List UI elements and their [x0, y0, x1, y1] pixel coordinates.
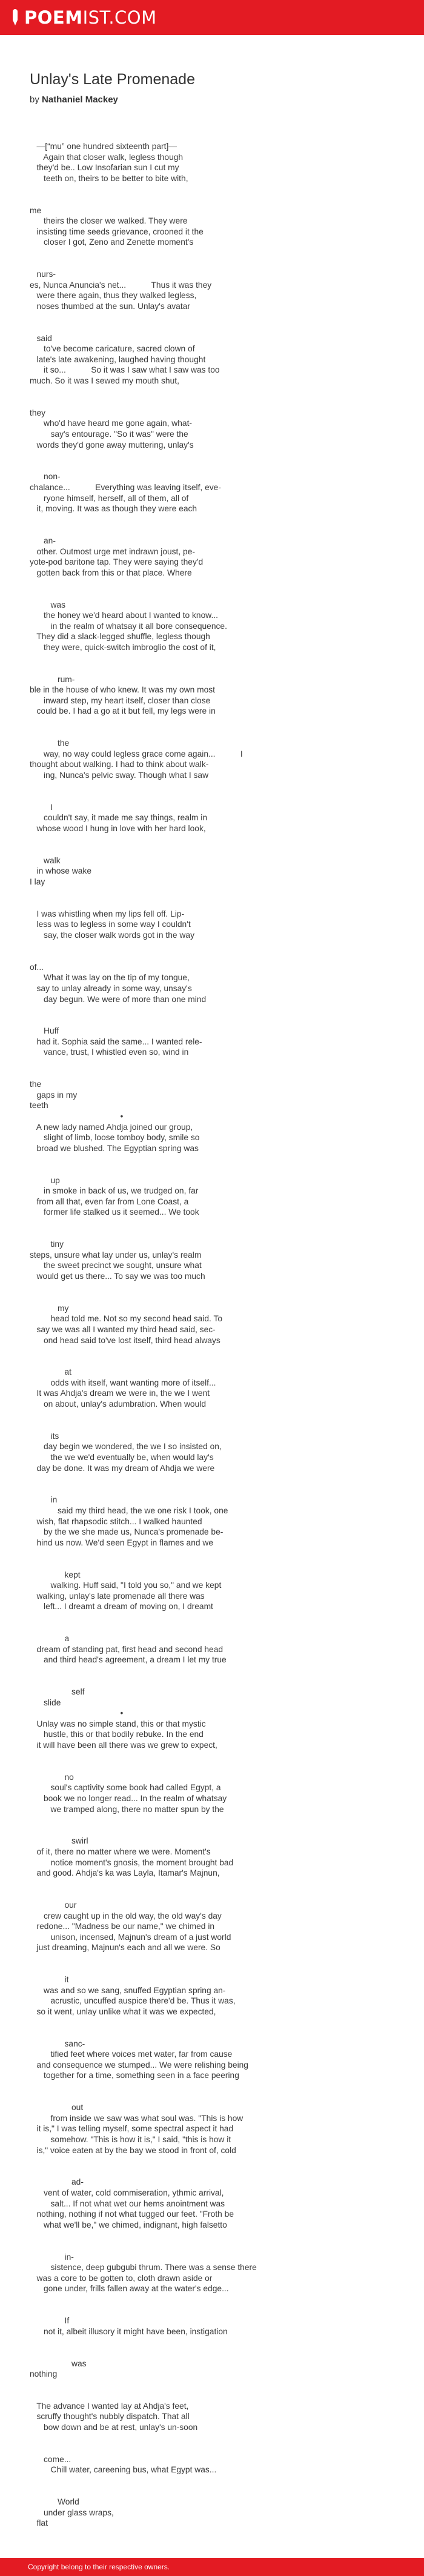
poem-line: A new lady named Ahdja joined our group, [30, 1122, 193, 1132]
poem-line: gotten back from this or that place. Where [30, 568, 192, 577]
poem-line: left... I dreamt a dream of moving on, I dreamt [30, 1602, 213, 1612]
poem-line: nothing, nothing if not what tugged our feet. "Froth be [30, 2209, 234, 2219]
poem-line [30, 1953, 394, 1964]
poem-line [30, 1559, 394, 1570]
poem-line: closer I got, Zeno and Zenette moment's [30, 237, 194, 247]
poem-line: say we was all I wanted my third head said, sec- [30, 1324, 216, 1334]
poem-line [30, 2475, 394, 2486]
poem-line: were there again, thus they walked legless, [30, 291, 197, 300]
poem-line: noses thumbed at the sun. Unlay's avatar [30, 301, 190, 311]
poem-line [30, 578, 394, 589]
poem-line: If [30, 2316, 70, 2326]
poem-line: acrustic, uncuffed auspice there'd be. Thus it was, [30, 1996, 236, 2006]
poem-line: come... [30, 2454, 71, 2464]
poem-line [30, 2348, 394, 2359]
poem-line [30, 2294, 394, 2305]
poem-line: the sweet precinct we sought, unsure what [30, 1261, 202, 1270]
poem-line [30, 2433, 394, 2444]
poem-line: in the realm of whatsay it all bore consequence. [30, 621, 227, 631]
poem-line [30, 2156, 394, 2166]
logo-bold-text: POEM [24, 7, 83, 28]
poem-line: Chill water, careening bus, what Egypt was... [30, 2465, 217, 2475]
poem-line: in [30, 1495, 58, 1505]
poem-line: me [30, 205, 42, 215]
poem-line: was [30, 600, 66, 609]
poem-line: It was Ahdja's dream we were in, the we I went [30, 1389, 210, 1398]
poem-line: I lay [30, 877, 45, 886]
site-logo-link[interactable] [24, 7, 157, 28]
poem-line: who'd have heard me gone again, what- [30, 419, 193, 428]
poem-line [30, 1623, 394, 1634]
poem-line: ble in the house of who knew. It was my own most [30, 685, 215, 695]
poem-line: ond head said to've lost itself, third head always [30, 1335, 220, 1345]
poem-line [30, 2443, 394, 2454]
poem-line: tified feet where voices met water, far from cause [30, 2050, 233, 2059]
poem-line [30, 845, 394, 855]
poem-line [30, 2380, 394, 2391]
poem-line [30, 1751, 394, 1762]
poem-line: no [30, 1772, 74, 1782]
poem-line: What it was lay on the tip of my tongue, [30, 973, 190, 983]
poem-line: the we we'd eventually be, when would lay's [30, 1453, 214, 1462]
poem-line [30, 387, 394, 397]
poem-line [30, 1665, 394, 1676]
poem-line [30, 1612, 394, 1623]
poem-line: odds with itself, want wanting more of itself... [30, 1378, 216, 1387]
poem-line: it so... So it was I saw what I saw was too [30, 365, 220, 375]
poem-line: from inside we saw was what soul was. "This is how [30, 2113, 243, 2123]
poem-line: World [30, 2497, 79, 2507]
poem-line [30, 653, 394, 664]
poem-line: in whose wake [30, 866, 91, 876]
poem-line: just dreaming, Majnun's each and all we were. So [30, 1943, 220, 1953]
poem-line: so it went, unlay unlike what it was we expected, [30, 2007, 216, 2016]
poem-line [30, 1964, 394, 1975]
poem-line: say's entourage. "So it was" were the [30, 430, 188, 439]
poem-line [30, 312, 394, 323]
poem-line: unison, incensed, Majnun's dream of a just world [30, 1932, 231, 1942]
poem-body [30, 141, 394, 2529]
author-link[interactable]: Nathaniel Mackey [42, 95, 118, 105]
poem-line: bow down and be at rest, unlay's un-soon [30, 2423, 198, 2432]
poem-line: said my third head, the we one risk I took, one [30, 1506, 228, 1515]
poem-line [30, 2230, 394, 2241]
poem-line: slide [30, 1698, 61, 1707]
poem-line [30, 248, 394, 259]
poem-line [30, 1058, 394, 1069]
poem-line: flat [30, 2518, 48, 2528]
poem-line: late's late awakening, laughed having thought [30, 354, 206, 364]
poem-line: in smoke in back of us, we trudged on, far [30, 1186, 199, 1196]
poem-line: what we'll be," we chimed, indignant, high falsetto [30, 2220, 227, 2229]
poem-line [30, 1879, 394, 1890]
poem-line: they were, quick-switch imbroglio the cost of it, [30, 642, 216, 652]
poem-line: head told me. Not so my second head said. To [30, 1314, 223, 1324]
poem-line [30, 898, 394, 909]
poem-line [30, 184, 394, 194]
poem-line: notice moment's gnosis, the moment brought bad [30, 1857, 234, 1867]
poem-line [30, 951, 394, 962]
poem-line: couldn't say, it made me say things, realm in [30, 813, 208, 823]
poem-line: non- [30, 472, 61, 482]
poem-line: and third head's agreement, a dream I let my true [30, 1655, 227, 1665]
poem-line: had it. Sophia said the same... I wanted rele- [30, 1037, 202, 1046]
poem-line: is," voice eaten at by the bay we stood in front of, cold [30, 2145, 236, 2155]
poem-line: dream of standing pat, first head and second head [30, 1644, 224, 1654]
poem-line [30, 1004, 394, 1015]
poem-line [30, 888, 394, 898]
poem-line: words they'd gone away muttering, unlay's [30, 440, 194, 450]
poem-line [30, 1015, 394, 1026]
poem-line [30, 2337, 394, 2348]
poem-line: together for a time, something seen in a face peering [30, 2071, 239, 2080]
poem-line [30, 663, 394, 674]
poem-line [30, 1356, 394, 1367]
poem-line: at [30, 1367, 72, 1377]
poem-line: we tramped along, there no matter spun by the [30, 1804, 224, 1814]
poem-line: other. Outmost urge met indrawn joust, pe- [30, 546, 196, 556]
poem-line: vance, trust, I whistled even so, wind in [30, 1047, 189, 1057]
poem-line: said [30, 333, 52, 343]
poem-line: wish, flat rhapsodic stitch... I walked haunted [30, 1516, 202, 1526]
poem-line: it will have been all there was we grew to expect, [30, 1741, 217, 1750]
poem-line: I [30, 802, 53, 812]
poem-line: tiny [30, 1240, 64, 1249]
poem-line: it, moving. It was as though they were each [30, 504, 197, 514]
poem-line: its [30, 1431, 59, 1441]
poem-line: somehow. "This is how it is," I said, "this is how it [30, 2135, 231, 2145]
poem-line [30, 259, 394, 270]
poem-line: slight of limb, loose tomboy body, smile so [30, 1133, 200, 1143]
poem-line [30, 781, 394, 792]
poem-line [30, 941, 394, 952]
poem-line: They did a slack-legged shuffle, legless though [30, 632, 210, 642]
poem-line [30, 1676, 394, 1687]
poem-line: less was to legless in some way I couldn't [30, 920, 191, 929]
poem-line [30, 1218, 394, 1229]
poem-line: scruffy thought's nubbly dispatch. That all [30, 2412, 190, 2422]
poem-line [30, 1484, 394, 1495]
poem-line: day be done. It was my dream of Ahdja we were [30, 1463, 215, 1473]
poem-line: they [30, 408, 46, 417]
poem-line: teeth [30, 1101, 48, 1110]
poem-line [30, 1889, 394, 1900]
poem-line: hind us now. We'd seen Egypt in flames and we [30, 1538, 214, 1547]
poem-line: whose wood I hung in love with her hard look, [30, 824, 206, 833]
poem-line [30, 194, 394, 205]
poem-line: es, Nunca Anuncia's net... Thus it was they [30, 280, 212, 290]
poem-line [30, 1292, 394, 1303]
poem-line: gone under, frills fallen away at the water's edge... [30, 2284, 229, 2294]
poem-line: way, no way could legless grace come again... I [30, 749, 243, 759]
site-header [0, 0, 424, 35]
poem-line [30, 461, 394, 472]
poem-line [30, 589, 394, 600]
poem-line: of it, there no matter where we were. Moment's [30, 1847, 211, 1856]
poem-line: former life stalked us it seemed... We took [30, 1207, 199, 1217]
poem-line: the [30, 739, 70, 748]
poem-line: broad we blushed. The Egyptian spring was [30, 1143, 199, 1153]
poem-line: Again that closer walk, legless though [30, 152, 184, 162]
poem-line [30, 1761, 394, 1772]
poem-line: day begin we wondered, the we I so insisted on, [30, 1442, 222, 1452]
poem-line [30, 2017, 394, 2028]
poem-line: and consequence we stumped... We were relishing being [30, 2060, 248, 2070]
poem-line [30, 791, 394, 802]
poem-line: Huff [30, 1026, 59, 1036]
poem-line: say, the closer walk words got in the way [30, 930, 194, 940]
poem-line: could be. I had a go at it but fell, my legs were in [30, 706, 216, 716]
poem-line: crew caught up in the old way, the old way's day [30, 1911, 222, 1920]
poem-line: Unlay was no simple stand, this or that mystic [30, 1719, 206, 1728]
poem-line: on about, unlay's adumbration. When would [30, 1399, 207, 1409]
poem-line: of... [30, 962, 44, 972]
poem-line: redone... "Madness be our name," we chimed in [30, 1922, 215, 1931]
poem-line: • [30, 1708, 124, 1718]
poem-line: kept [30, 1570, 81, 1579]
poem-line: chalance... Everything was leaving itself, eve- [30, 483, 221, 492]
poem-line: much. So it was I sewed my mouth shut, [30, 376, 179, 386]
poem-line [30, 450, 394, 461]
poem-line: a [30, 1634, 70, 1644]
poem-line: insisting time seeds grievance, crooned it the [30, 227, 204, 236]
poem-content [0, 35, 424, 2553]
poem-line: book we no longer read... In the realm of whatsay [30, 1794, 227, 1804]
poem-line: in- [30, 2252, 74, 2262]
poem-line: theirs the closer we walked. They were [30, 216, 188, 226]
poem-line: up [30, 1175, 60, 1185]
poem-line: was and so we sang, snuffed Egyptian spring an- [30, 1985, 226, 1995]
poem-line [30, 2390, 394, 2401]
poem-line: —[“mu” one hundred sixteenth part]— [30, 142, 177, 151]
poem-line: hustle, this or that bodily rebuke. In the end [30, 1730, 204, 1739]
poem-line: out [30, 2103, 84, 2113]
poem-line [30, 1473, 394, 1484]
poem-line: by the we she made us, Nunca's promenade be- [30, 1527, 224, 1537]
poem-line [30, 397, 394, 408]
poem-line: salt... If not what wet our hems anointment was [30, 2199, 225, 2208]
poem-line [30, 728, 394, 739]
poem-line: was [30, 2359, 87, 2368]
poem-line: it is," I was telling myself, some spectral aspect it had [30, 2124, 234, 2134]
byline [30, 95, 394, 105]
poem-line: ad- [30, 2177, 84, 2187]
poem-line [30, 2081, 394, 2092]
poem-line: nothing [30, 2369, 58, 2379]
poem-line: vent of water, cold commiseration, ythmic arrival, [30, 2188, 224, 2197]
poem-title: Unlay's Late Promenade [30, 71, 195, 88]
poem-line: ryone himself, herself, all of them, all of [30, 493, 189, 503]
poem-line [30, 1410, 394, 1421]
site-footer [0, 2558, 424, 2576]
poem-line [30, 2486, 394, 2497]
poem-line: walk [30, 855, 61, 865]
poem-line: self [30, 1687, 85, 1697]
poem-line: my [30, 1303, 69, 1313]
poem-line: yote-pod baritone tap. They were saying they'd [30, 557, 204, 567]
poem-line [30, 2092, 394, 2103]
poem-line: and good. Ahdja's ka was Layla, Itamar's Majnun, [30, 1868, 220, 1878]
poem-line [30, 1164, 394, 1175]
poem-line: the [30, 1080, 42, 1089]
poem-line: gaps in my [30, 1090, 78, 1100]
poem-line: they'd be.. Low Insofarian sun I cut my [30, 163, 179, 173]
poem-line: steps, unsure what lay under us, unlay's realm [30, 1250, 202, 1260]
poem-line [30, 1069, 394, 1080]
poem-line [30, 1825, 394, 1836]
poem-line: swirl [30, 1836, 88, 1846]
poem-line: nurs- [30, 270, 56, 279]
poem-line: The advance I wanted lay at Ahdja's feet, [30, 2401, 189, 2411]
poem-line: would get us there... To say we was too much [30, 1271, 205, 1281]
poem-line [30, 2241, 394, 2252]
poem-line [30, 1154, 394, 1164]
poem-line [30, 2305, 394, 2316]
poem-line: rum- [30, 674, 75, 684]
poem-line: it [30, 1975, 69, 1985]
poem-line: I was whistling when my lips fell off. Lip- [30, 909, 185, 918]
poem-line: walking. Huff said, "I told you so," and we kept [30, 1581, 222, 1590]
poem-line: inward step, my heart itself, closer than close [30, 695, 211, 705]
poem-line [30, 717, 394, 728]
poem-line: the honey we'd heard about I wanted to know... [30, 611, 243, 620]
poem-line: day begun. We were of more than one mind [30, 994, 207, 1004]
poem-line: an- [30, 536, 56, 545]
poem-line: from all that, even far from Lone Coast, a [30, 1197, 189, 1206]
poem-line [30, 834, 394, 845]
poem-line [30, 1229, 394, 1240]
poem-line: teeth on, theirs to be better to bite with, [30, 173, 188, 183]
poem-line [30, 1420, 394, 1431]
poem-line: under glass wraps, [30, 2508, 114, 2517]
poem-line [30, 2166, 394, 2177]
poem-line [30, 514, 394, 525]
poem-line: our [30, 1900, 77, 1910]
pen-icon [11, 9, 19, 26]
logo-light-text: IST.COM [82, 7, 157, 28]
poem-line: was a core to be gotten to, cloth drawn aside or [30, 2273, 213, 2283]
poem-line: to've become caricature, sacred clown of [30, 344, 195, 354]
poem-line [30, 322, 394, 333]
poem-line: thought about walking. I had to think about walk- [30, 760, 209, 769]
poem-line: sistence, deep gubgubi thrum. There was a sense there [30, 2263, 257, 2272]
poem-line [30, 1548, 394, 1559]
poem-line: say to unlay already in some way, unsay's [30, 983, 192, 993]
poem-line: walking, unlay's late promenade all there was [30, 1591, 205, 1601]
poem-line: ing, Nunca's pelvic sway. Though what I saw [30, 771, 209, 780]
poem-line [30, 1346, 394, 1356]
poem-line [30, 1282, 394, 1293]
poem-line: sanc- [30, 2039, 85, 2048]
poem-line [30, 525, 394, 536]
copyright-text: Copyright belong to their respective owners. [28, 2563, 170, 2571]
poem-line: • [30, 1112, 124, 1121]
byline-prefix: by [30, 95, 42, 105]
poem-line: soul's captivity some book had called Egypt, a [30, 1783, 221, 1793]
poem-line: not it, albeit illusory it might have been, instigation [30, 2326, 228, 2336]
poem-line [30, 1814, 394, 1825]
poem-line [30, 2028, 394, 2039]
